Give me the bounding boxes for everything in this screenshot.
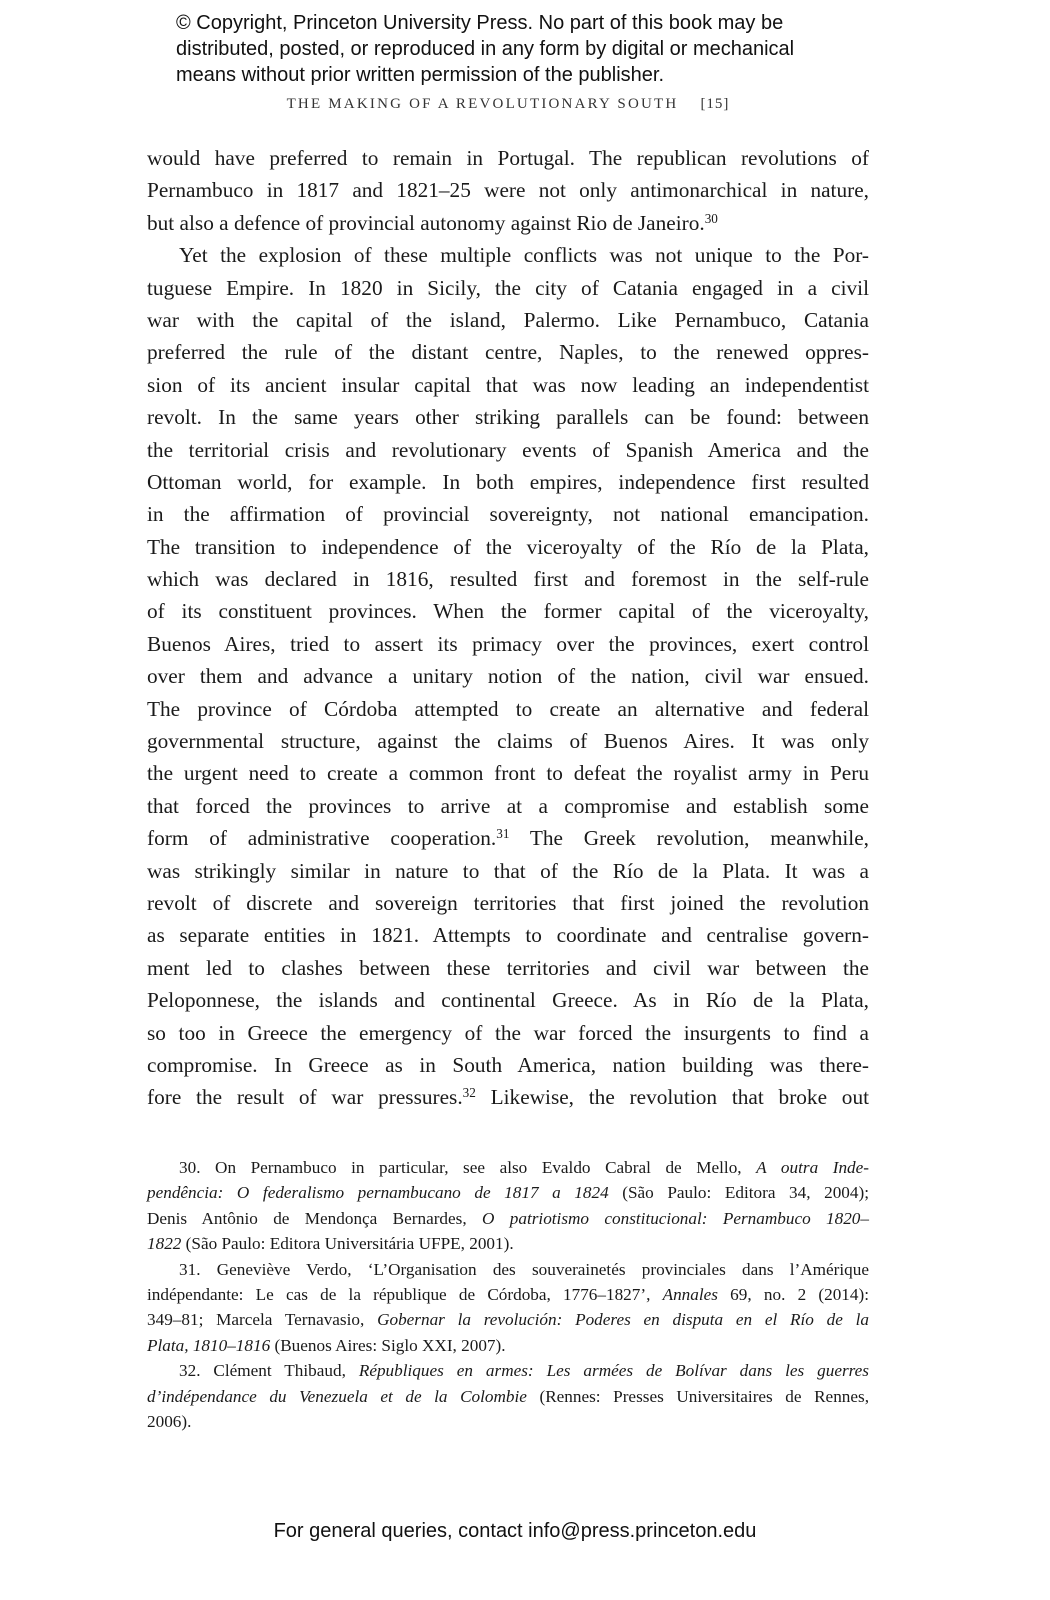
running-head-title: THE MAKING OF A REVOLUTIONARY SOUTH: [286, 96, 679, 112]
text-run: revolt. In the same years other striking parallels can be found: between: [147, 405, 869, 430]
body-line: [147, 466, 869, 498]
text-run: was strikingly similar in nature to that of the Río de la Plata. It was a: [147, 858, 869, 883]
body-line: [147, 984, 869, 1016]
text-run: Likewise, the revolution that broke out: [475, 1085, 870, 1110]
text-run: Ottoman world, for example. In both empires, independence first resulted: [147, 469, 869, 494]
text-run: 32. Clément Thibaud,: [179, 1361, 359, 1381]
italic-title: Gobernar la revolución: Poderes en disputa en el Río de la: [377, 1310, 869, 1330]
copyright-line: distributed, posted, or reproduced in any form by digital or mechanical: [176, 38, 795, 60]
text-run: ment led to clashes between these territories and civil war between the: [147, 955, 869, 980]
body-line: [147, 595, 869, 627]
body-line: [147, 660, 869, 692]
body-line: [147, 822, 869, 854]
body-line: [147, 142, 869, 174]
body-line: [147, 401, 869, 433]
footnote-line: [147, 1257, 869, 1282]
text-run: which was declared in 1816, resulted first and foremost in the self-rule: [147, 567, 869, 592]
text-run: tuguese Empire. In 1820 in Sicily, the city of Catania engaged in a civil: [147, 275, 869, 300]
text-run: compromise. In Greece as in South America, nation building was there-: [147, 1052, 869, 1077]
body-line: [147, 336, 869, 368]
text-run: over them and advance a unitary notion of the nation, civil war ensued.: [147, 664, 869, 689]
footnote-line: [147, 1384, 869, 1409]
body-line: [147, 1081, 869, 1113]
text-run: (São Paulo: Editora Universitária UFPE, 2001).: [181, 1234, 514, 1254]
italic-title: Annales: [662, 1284, 718, 1304]
text-run: indépendante: Le cas de la république de Córdoba, 1776–1827’,: [147, 1284, 663, 1304]
body-line: [147, 498, 869, 530]
body-line: [147, 563, 869, 595]
italic-title: d’indépendance du Venezuela et de la Colombie: [147, 1386, 527, 1406]
text-run: Buenos Aires, tried to assert its primacy over the provinces, exert control: [147, 631, 869, 656]
copyright-notice: [176, 10, 794, 88]
body-line: [147, 304, 869, 336]
body-line: [147, 434, 869, 466]
body-line: [147, 628, 869, 660]
body-text: [147, 142, 869, 1114]
running-head: [0, 96, 1016, 113]
footnote-line: [147, 1155, 869, 1180]
text-run: would have preferred to remain in Portugal. The republican revolutions of: [147, 146, 869, 170]
body-line: [147, 887, 869, 919]
footnote-line: [147, 1180, 869, 1205]
body-line: [147, 174, 869, 206]
text-run: The transition to independence of the viceroyalty of the Río de la Plata,: [147, 534, 869, 559]
body-line: [147, 952, 869, 984]
page-number: [15]: [700, 96, 730, 112]
body-line: [147, 239, 869, 271]
text-run: the territorial crisis and revolutionary events of Spanish America and the: [147, 437, 869, 462]
text-run: 349–81; Marcela Ternavasio,: [147, 1310, 378, 1330]
text-run: of its constituent provinces. When the former capital of the viceroyalty,: [147, 599, 869, 624]
footnotes: [147, 1155, 869, 1434]
text-run: Peloponnese, the islands and continental Greece. As in Río de la Plata,: [147, 988, 869, 1013]
body-line: [147, 757, 869, 789]
text-run: that forced the provinces to arrive at a compromise and establish some: [147, 793, 869, 818]
italic-title: 1822: [147, 1234, 182, 1254]
body-line: [147, 693, 869, 725]
text-run: but also a defence of provincial autonomy against Rio de Janeiro.: [147, 210, 705, 235]
copyright-line: © Copyright, Princeton University Press. No part of this book may be: [176, 12, 784, 34]
italic-title: pendência: O federalismo pernambucano de 1817 a 1824: [147, 1183, 609, 1203]
text-run: Pernambuco in 1817 and 1821–25 were not only antimonarchical in nature,: [147, 178, 869, 203]
text-run: 69, no. 2 (2014):: [717, 1284, 869, 1304]
text-run: 30. On Pernambuco in particular, see also Evaldo Cabral de Mello,: [179, 1158, 757, 1177]
text-run: preferred the rule of the distant centre, Naples, to the renewed oppres-: [147, 340, 869, 365]
text-run: fore the result of war pressures.: [147, 1085, 463, 1110]
text-run: governmental structure, against the claims of Buenos Aires. It was only: [147, 729, 869, 754]
text-run: (Rennes: Presses Universitaires de Rennes,: [526, 1386, 869, 1406]
text-run: (São Paulo: Editora 34, 2004);: [608, 1183, 869, 1203]
italic-title: A outra Inde-: [756, 1158, 870, 1177]
italic-title: O patriotismo constitucional: Pernambuco 1820–: [482, 1208, 869, 1228]
footnote-reference: 30: [704, 210, 718, 226]
text-run: revolt of discrete and sovereign territories that first joined the revolution: [147, 890, 869, 915]
footnote-reference: 31: [496, 825, 510, 841]
body-line: [147, 369, 869, 401]
text-run: the urgent need to create a common front to defeat the royalist army in Peru: [147, 761, 869, 786]
text-run: in the affirmation of provincial sovereignty, not national emancipation.: [147, 502, 869, 527]
text-run: 31. Geneviève Verdo, ‘L’Organisation des souverainetés provinciales dans l’Amérique: [179, 1259, 869, 1279]
body-line: [147, 855, 869, 887]
footnote-line: [147, 1231, 869, 1256]
body-line: [147, 207, 869, 239]
body-line: [147, 725, 869, 757]
body-line: [147, 1049, 869, 1081]
body-line: [147, 919, 869, 951]
text-run: so too in Greece the emergency of the war forced the insurgents to find a: [147, 1020, 869, 1045]
text-run: The province of Córdoba attempted to create an alternative and federal: [147, 696, 869, 721]
footer-contact: For general queries, contact info@press.princeton.edu: [273, 1520, 757, 1542]
body-line: [147, 272, 869, 304]
text-run: as separate entities in 1821. Attempts to coordinate and centralise govern-: [147, 923, 869, 948]
text-run: 2006).: [147, 1411, 192, 1431]
text-run: The Greek revolution, meanwhile,: [509, 826, 870, 851]
text-run: (Buenos Aires: Siglo XXI, 2007).: [270, 1335, 506, 1355]
footnote-line: [147, 1333, 869, 1358]
footnote-line: [147, 1409, 869, 1434]
footnote-line: [147, 1282, 869, 1307]
footnote-line: [147, 1358, 869, 1383]
italic-title: Plata, 1810–1816: [147, 1335, 271, 1355]
footnote-line: [147, 1307, 869, 1332]
copyright-line: means without prior written permission of the publisher.: [176, 64, 665, 86]
text-run: war with the capital of the island, Palermo. Like Pernambuco, Catania: [147, 307, 869, 332]
body-line: [147, 790, 869, 822]
text-run: form of administrative cooperation.: [147, 826, 497, 851]
body-line: [147, 1017, 869, 1049]
footnote-reference: 32: [462, 1085, 476, 1101]
text-run: Denis Antônio de Mendonça Bernardes,: [147, 1208, 482, 1228]
text-run: sion of its ancient insular capital that was now leading an independentist: [147, 372, 869, 397]
text-run: Yet the explosion of these multiple conflicts was not unique to the Por-: [179, 243, 869, 268]
footnote-line: [147, 1206, 869, 1231]
italic-title: Républiques en armes: Les armées de Bolívar dans les guerres: [358, 1361, 869, 1381]
body-line: [147, 531, 869, 563]
